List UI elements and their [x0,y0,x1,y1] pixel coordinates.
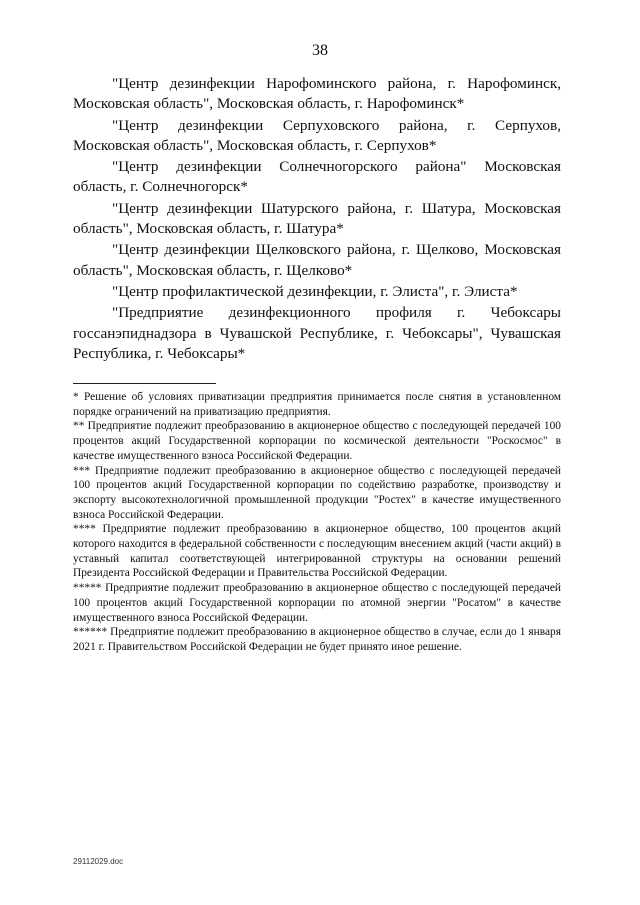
document-id: 29112029.doc [73,857,124,866]
entry-paragraph: "Центр дезинфекции Щелковского района, г. Щелково, Московская область", Московская область, г. Щелково* [73,241,561,279]
main-text [73,74,561,365]
entry-paragraph: "Центр дезинфекции Солнечногорского района" Московская область, г. Солнечногорск* [73,158,561,196]
footnote: ** Предприятие подлежит преобразованию в акционерное общество с последующей передачей 100 процентов акций Государственной корпорации по космической деятельности "Роскосмос" в качестве имущественного взноса Российской Федерации. [73,420,561,462]
entry-paragraph: "Центр дезинфекции Нарофоминского района, г. Нарофоминск, Московская область", Московская область, г. Нарофоминск* [73,75,561,113]
entry-paragraph: "Центр профилактической дезинфекции, г. Элиста", г. Элиста* [112,282,518,300]
entry-paragraph: "Центр дезинфекции Шатурского района, г. Шатура, Московская область", Московская область, г. Шатура* [73,199,561,238]
footnote-separator [73,383,216,384]
entry-paragraph: "Предприятие дезинфекционного профиля г. Чебоксары госсанэпиднадзора в Чувашской Республике, г. Чебоксары", Чувашская Республика, г. Чебоксары* [73,304,561,362]
footnote: **** Предприятие подлежит преобразованию в акционерное общество, 100 процентов акций которого находится в федеральной собственности с последующим внесением акций (части акций) в уставный капитал соответствующей интегрированной структуры на основании решений Президента Российской Федерации и Правительства Российской Федерации. [73,523,561,580]
footnote: ***** Предприятие подлежит преобразованию в акционерное общество с последующей передачей 100 процентов акций Государственной корпорации по атомной энергии "Росатом" в качестве имущественного взноса Российской Федерации. [73,582,561,624]
entry-paragraph: "Центр дезинфекции Серпуховского района, г. Серпухов, Московская область", Московская область, г. Серпухов* [73,116,561,154]
footnotes [73,390,561,655]
footnote: * Решение об условиях приватизации предприятия принимается после снятия в установленном порядке ограничений на приватизацию предприятия. [73,391,561,418]
page-number: 38 [312,42,328,59]
footnote: *** Предприятие подлежит преобразованию в акционерное общество с последующей передачей 100 процентов акций Государственной корпорации по содействию разработке, производству и экспорту высокотехнологичной промышленной продукции "Ростех" в качестве имущественного взноса Российской Федерации. [73,464,561,521]
footnote: ****** Предприятие подлежит преобразованию в акционерное общество в случае, если до 1 января 2021 г. Правительством Российской Федерации не будет принято иное решение. [73,626,561,653]
